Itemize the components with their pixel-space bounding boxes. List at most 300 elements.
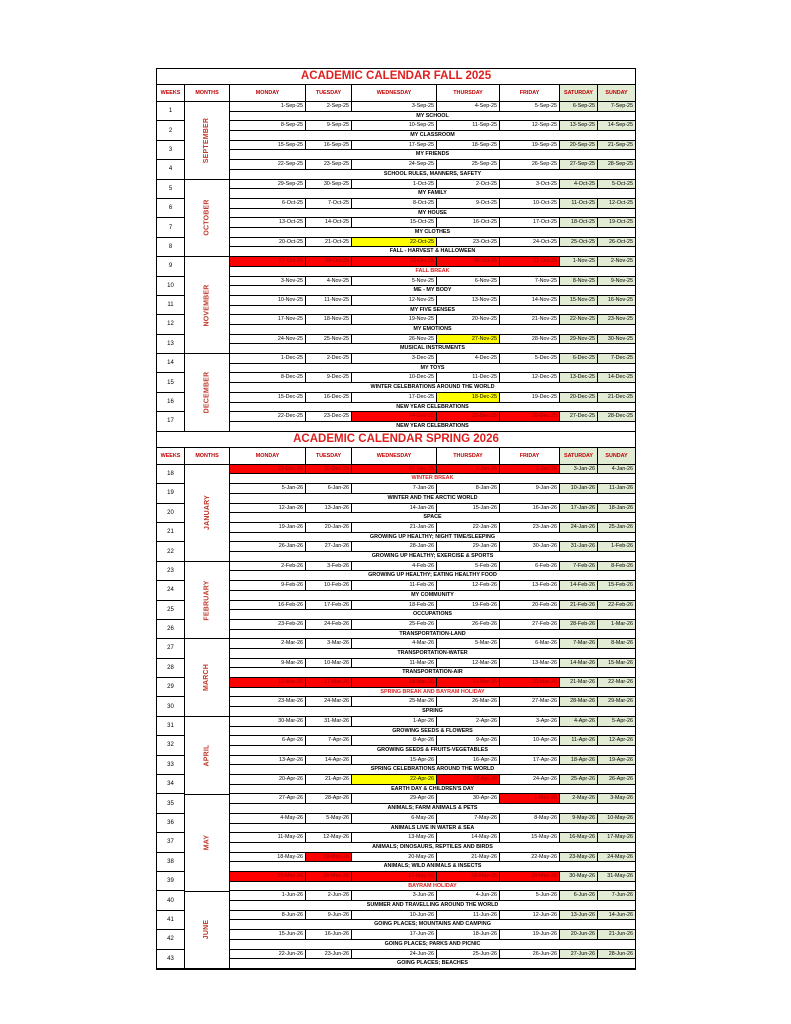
date-cell: 19-Dec-25: [500, 393, 560, 402]
week-row: [230, 141, 635, 160]
date-cell: 7-Mar-26: [560, 639, 598, 648]
week-theme: ANIMALS LIVE IN WATER & SEA: [390, 824, 475, 831]
date-row: [230, 412, 635, 422]
date-cell: 9-Oct-25: [437, 199, 500, 208]
month-name: SEPTEMBER: [203, 117, 211, 163]
week-theme: WINTER AND THE ARCTIC WORLD: [387, 494, 478, 501]
date-cell: 19-May-26: [306, 853, 352, 862]
week-number: 21: [157, 523, 184, 542]
week-number: 15: [157, 373, 184, 392]
header-months: MONTHS: [185, 448, 230, 464]
date-row: [230, 373, 635, 383]
date-cell: 26-May-26: [306, 872, 352, 881]
week-row: [230, 794, 635, 813]
date-cell: 20-Feb-26: [500, 601, 560, 610]
date-cell: 5-Sep-25: [500, 102, 560, 111]
date-cell: 22-Apr-26: [352, 775, 437, 784]
date-cell: 27-Jan-26: [306, 542, 352, 551]
date-cell: 24-Oct-25: [500, 238, 560, 247]
days-grid: [230, 465, 635, 969]
week-row: [230, 891, 635, 910]
week-theme: SUMMER AND TRAVELLING AROUND THE WORLD: [366, 902, 499, 909]
column-header-row: [157, 448, 635, 465]
date-cell: 24-Apr-26: [500, 775, 560, 784]
date-cell: 14-May-26: [437, 833, 500, 842]
week-theme: SPRING: [422, 708, 443, 715]
week-row: [230, 814, 635, 833]
weeks-column: [157, 102, 185, 432]
date-cell: 7-Oct-25: [306, 199, 352, 208]
date-cell: 15-Oct-25: [352, 218, 437, 227]
date-row: [230, 659, 635, 669]
week-theme: MY CLOTHES: [414, 229, 451, 236]
week-row: [230, 678, 635, 697]
date-cell: 1-May-26: [500, 794, 560, 803]
date-cell: 15-Jan-26: [437, 504, 500, 513]
week-theme: MY CLASSROOM: [410, 132, 455, 139]
date-cell: 18-Feb-26: [352, 601, 437, 610]
date-cell: 15-Mar-26: [598, 659, 635, 668]
date-cell: 9-Jan-26: [500, 484, 560, 493]
date-cell: 12-Dec-25: [500, 373, 560, 382]
week-number: 8: [157, 238, 184, 257]
date-cell: 15-May-26: [500, 833, 560, 842]
date-cell: 29-Sep-25: [230, 180, 306, 189]
date-cell: 18-Apr-26: [560, 756, 598, 765]
date-cell: 29-May-26: [500, 872, 560, 881]
date-cell: 1-Nov-25: [560, 257, 598, 266]
header-mon: MONDAY: [230, 85, 306, 101]
date-cell: 30-Jan-26: [500, 542, 560, 551]
months-column: [185, 465, 230, 969]
date-cell: 30-Oct-25: [437, 257, 500, 266]
week-number: 4: [157, 160, 184, 179]
month-label-cell: [185, 257, 229, 354]
date-cell: 21-Oct-25: [306, 238, 352, 247]
date-cell: 16-Jun-26: [306, 930, 352, 939]
date-cell: 11-Feb-26: [352, 581, 437, 590]
week-number: 12: [157, 315, 184, 334]
date-cell: 17-Apr-26: [500, 756, 560, 765]
week-row: [230, 833, 635, 852]
date-cell: 2-Jun-26: [306, 891, 352, 900]
date-cell: 30-Apr-26: [437, 794, 500, 803]
week-row: [230, 756, 635, 775]
date-cell: 25-May-26: [230, 872, 306, 881]
date-cell: 4-Mar-26: [352, 639, 437, 648]
date-cell: 4-Dec-25: [437, 354, 500, 363]
week-theme: ANIMALS; WILD ANIMALS & INSECTS: [383, 863, 482, 870]
date-cell: 13-Mar-26: [500, 659, 560, 668]
date-cell: 10-Nov-25: [230, 296, 306, 305]
date-cell: 28-Oct-25: [306, 257, 352, 266]
date-cell: 20-Jun-26: [560, 930, 598, 939]
date-cell: 28-Jun-26: [598, 950, 635, 959]
date-cell: 1-Sep-25: [230, 102, 306, 111]
week-row: [230, 911, 635, 930]
date-cell: 31-Dec-25: [352, 465, 437, 474]
date-cell: 25-Sep-25: [437, 160, 500, 169]
date-cell: 7-Jan-26: [352, 484, 437, 493]
date-cell: 29-Jan-26: [437, 542, 500, 551]
week-theme: GOING PLACES; PARKS AND PICNIC: [384, 940, 481, 947]
date-cell: 30-Dec-25: [306, 465, 352, 474]
date-cell: 8-Mar-26: [598, 639, 635, 648]
week-row: [230, 930, 635, 949]
week-number: 1: [157, 102, 184, 121]
month-label-cell: [185, 639, 229, 717]
date-cell: 17-Sep-25: [352, 141, 437, 150]
date-cell: 13-Dec-25: [560, 373, 598, 382]
header-weeks: WEEKS: [157, 85, 185, 101]
date-row: [230, 465, 635, 475]
date-cell: 15-Sep-25: [230, 141, 306, 150]
date-cell: 5-Nov-25: [352, 277, 437, 286]
week-theme: SPACE: [423, 514, 442, 521]
week-row: [230, 620, 635, 639]
week-theme: ANIMALS; FARM ANIMALS & PETS: [387, 805, 478, 812]
header-tue: TUESDAY: [306, 448, 352, 464]
date-cell: 23-May-26: [560, 853, 598, 862]
date-cell: 29-Nov-25: [560, 335, 598, 344]
date-cell: 10-Jun-26: [352, 911, 437, 920]
date-cell: 16-Dec-25: [306, 393, 352, 402]
date-row: [230, 393, 635, 403]
month-name: OCTOBER: [203, 199, 211, 237]
date-row: [230, 736, 635, 746]
date-cell: 5-Jun-26: [500, 891, 560, 900]
week-theme: ANIMALS; DINOSAURS, REPTILES AND BIRDS: [372, 843, 493, 850]
date-cell: 3-Mar-26: [306, 639, 352, 648]
date-cell: 12-Oct-25: [598, 199, 635, 208]
header-wed: WEDNESDAY: [352, 448, 437, 464]
week-row: [230, 465, 635, 484]
date-cell: 6-Feb-26: [500, 562, 560, 571]
date-cell: 19-Jun-26: [500, 930, 560, 939]
week-number: 30: [157, 697, 184, 716]
date-cell: 18-Sep-25: [437, 141, 500, 150]
week-row: [230, 160, 635, 179]
date-row: [230, 639, 635, 649]
date-cell: 25-Jun-26: [437, 950, 500, 959]
date-cell: 20-Jan-26: [306, 523, 352, 532]
date-cell: 24-Jan-26: [560, 523, 598, 532]
date-cell: 17-Nov-25: [230, 315, 306, 324]
date-cell: 15-Feb-26: [598, 581, 635, 590]
date-row: [230, 853, 635, 863]
date-cell: 5-Oct-25: [598, 180, 635, 189]
date-cell: 17-Feb-26: [306, 601, 352, 610]
date-cell: 19-Feb-26: [437, 601, 500, 610]
week-theme: MY FAMILY: [418, 190, 447, 197]
date-cell: 13-May-26: [352, 833, 437, 842]
date-cell: 16-Jan-26: [500, 504, 560, 513]
date-cell: 19-Jan-26: [230, 523, 306, 532]
date-cell: 17-May-26: [598, 833, 635, 842]
date-cell: 11-Sep-25: [437, 121, 500, 130]
date-cell: 22-Sep-25: [230, 160, 306, 169]
date-cell: 3-Jun-26: [352, 891, 437, 900]
week-row: [230, 697, 635, 716]
date-cell: 25-Oct-25: [560, 238, 598, 247]
week-theme: MY SCHOOL: [416, 112, 449, 119]
date-cell: 2-May-26: [560, 794, 598, 803]
date-row: [230, 180, 635, 190]
week-row: [230, 542, 635, 561]
date-cell: 1-Dec-25: [230, 354, 306, 363]
date-cell: 20-Nov-25: [437, 315, 500, 324]
week-row: [230, 736, 635, 755]
week-number: 40: [157, 891, 184, 910]
date-cell: 22-Dec-25: [230, 412, 306, 421]
date-cell: 4-Oct-25: [560, 180, 598, 189]
week-row: [230, 484, 635, 503]
months-column: [185, 102, 230, 432]
date-cell: 8-Jan-26: [437, 484, 500, 493]
date-cell: 31-Jan-26: [560, 542, 598, 551]
date-cell: 16-May-26: [560, 833, 598, 842]
date-cell: 28-Feb-26: [560, 620, 598, 629]
date-cell: 14-Feb-26: [560, 581, 598, 590]
week-number: 5: [157, 180, 184, 199]
date-cell: 28-Mar-26: [560, 697, 598, 706]
week-row: [230, 504, 635, 523]
date-cell: 6-Dec-25: [560, 354, 598, 363]
date-cell: 11-Jan-26: [598, 484, 635, 493]
date-cell: 4-Nov-25: [306, 277, 352, 286]
date-cell: 25-Dec-25: [437, 412, 500, 421]
date-cell: 14-Apr-26: [306, 756, 352, 765]
date-cell: 30-May-26: [560, 872, 598, 881]
week-row: [230, 102, 635, 121]
date-cell: 27-Sep-25: [560, 160, 598, 169]
week-theme: GROWING SEEDS & FRUITS-VEGETABLES: [376, 746, 488, 753]
week-theme: FALL - HARVEST & HALLOWEEN: [389, 248, 476, 255]
date-cell: 20-Mar-26: [500, 678, 560, 687]
date-cell: 29-Dec-25: [230, 465, 306, 474]
date-cell: 28-May-26: [437, 872, 500, 881]
week-number: 42: [157, 930, 184, 949]
date-cell: 26-Oct-25: [598, 238, 635, 247]
week-row: [230, 257, 635, 276]
date-cell: 28-Sep-25: [598, 160, 635, 169]
date-cell: 5-Jan-26: [230, 484, 306, 493]
date-row: [230, 121, 635, 131]
week-theme: WINTER BREAK: [411, 475, 454, 482]
date-cell: 19-Nov-25: [352, 315, 437, 324]
date-row: [230, 141, 635, 151]
week-row: [230, 393, 635, 412]
date-cell: 26-Dec-25: [500, 412, 560, 421]
header-mon: MONDAY: [230, 448, 306, 464]
date-cell: 26-Apr-26: [598, 775, 635, 784]
date-row: [230, 199, 635, 209]
date-row: [230, 296, 635, 306]
date-row: [230, 794, 635, 804]
date-cell: 18-Jun-26: [437, 930, 500, 939]
header-fri: FRIDAY: [500, 85, 560, 101]
month-name: MAY: [203, 834, 211, 851]
date-cell: 16-Oct-25: [437, 218, 500, 227]
week-theme: MY COMMUNITY: [411, 591, 454, 598]
date-cell: 29-Mar-26: [598, 697, 635, 706]
week-number: 38: [157, 853, 184, 872]
week-row: [230, 872, 635, 891]
date-cell: 6-Apr-26: [230, 736, 306, 745]
date-row: [230, 354, 635, 364]
date-cell: 3-Sep-25: [352, 102, 437, 111]
date-cell: 16-Feb-26: [230, 601, 306, 610]
week-theme: SCHOOL RULES, MANNERS, SAFETY: [383, 170, 482, 177]
date-cell: 10-Oct-25: [500, 199, 560, 208]
week-number: 20: [157, 504, 184, 523]
week-row: [230, 717, 635, 736]
date-cell: 25-Nov-25: [306, 335, 352, 344]
date-cell: 1-Mar-26: [598, 620, 635, 629]
date-cell: 2-Nov-25: [598, 257, 635, 266]
date-cell: 23-Nov-25: [598, 315, 635, 324]
week-number: 32: [157, 736, 184, 755]
date-cell: 25-Apr-26: [560, 775, 598, 784]
week-number: 18: [157, 465, 184, 484]
date-cell: 21-Mar-26: [560, 678, 598, 687]
date-cell: 7-Jun-26: [598, 891, 635, 900]
date-cell: 4-Jan-26: [598, 465, 635, 474]
header-sun: SUNDAY: [598, 85, 635, 101]
date-cell: 27-Oct-25: [230, 257, 306, 266]
week-number: 7: [157, 218, 184, 237]
week-theme: OCCUPATIONS: [412, 611, 453, 618]
week-number: 35: [157, 794, 184, 813]
date-row: [230, 678, 635, 688]
date-cell: 23-Feb-26: [230, 620, 306, 629]
date-row: [230, 620, 635, 630]
date-cell: 28-Nov-25: [500, 335, 560, 344]
date-cell: 24-Nov-25: [230, 335, 306, 344]
date-cell: 21-Sep-25: [598, 141, 635, 150]
date-cell: 20-Sep-25: [560, 141, 598, 150]
week-number: 16: [157, 393, 184, 412]
date-cell: 1-Oct-25: [352, 180, 437, 189]
weeks-column: [157, 465, 185, 969]
week-theme: TRANSPORTATION-AIR: [402, 669, 463, 676]
month-label-cell: [185, 892, 229, 970]
date-cell: 9-Mar-26: [230, 659, 306, 668]
date-cell: 2-Sep-25: [306, 102, 352, 111]
date-cell: 29-Oct-25: [352, 257, 437, 266]
date-cell: 24-May-26: [598, 853, 635, 862]
week-theme: ME - MY BODY: [413, 287, 452, 294]
month-label-cell: [185, 354, 229, 432]
date-cell: 6-Nov-25: [437, 277, 500, 286]
date-cell: 10-May-26: [598, 814, 635, 823]
date-cell: 4-May-26: [230, 814, 306, 823]
date-cell: 22-Nov-25: [560, 315, 598, 324]
week-number: 33: [157, 756, 184, 775]
date-cell: 14-Dec-25: [598, 373, 635, 382]
date-cell: 30-Nov-25: [598, 335, 635, 344]
date-cell: 13-Apr-26: [230, 756, 306, 765]
date-cell: 27-May-26: [352, 872, 437, 881]
date-row: [230, 218, 635, 228]
date-cell: 3-Jan-26: [560, 465, 598, 474]
date-cell: 27-Apr-26: [230, 794, 306, 803]
date-cell: 2-Feb-26: [230, 562, 306, 571]
date-cell: 30-Mar-26: [230, 717, 306, 726]
month-name: FEBRUARY: [203, 579, 211, 621]
date-cell: 27-Dec-25: [560, 412, 598, 421]
date-cell: 29-Apr-26: [352, 794, 437, 803]
date-cell: 27-Nov-25: [437, 335, 500, 344]
week-theme: MUSICAL INSTRUMENTS: [400, 345, 465, 352]
date-cell: 21-May-26: [437, 853, 500, 862]
date-cell: 22-Jan-26: [437, 523, 500, 532]
date-cell: 9-Nov-25: [598, 277, 635, 286]
week-number: 41: [157, 911, 184, 930]
month-name: APRIL: [203, 744, 211, 767]
week-number: 37: [157, 833, 184, 852]
date-cell: 11-Apr-26: [560, 736, 598, 745]
date-cell: 23-Oct-25: [437, 238, 500, 247]
date-cell: 17-Mar-26: [306, 678, 352, 687]
week-row: [230, 218, 635, 237]
week-row: [230, 412, 635, 431]
week-row: [230, 523, 635, 542]
section-title: ACADEMIC CALENDAR FALL 2025: [157, 69, 635, 85]
column-header-row: [157, 85, 635, 102]
date-cell: 13-Jun-26: [560, 911, 598, 920]
date-cell: 19-Mar-26: [437, 678, 500, 687]
date-cell: 1-Jun-26: [230, 891, 306, 900]
week-theme: SPRING CELEBRATIONS AROUND THE WORLD: [370, 766, 495, 773]
week-theme: NEW YEAR CELEBRATIONS: [396, 403, 469, 410]
date-cell: 15-Nov-25: [560, 296, 598, 305]
week-row: [230, 238, 635, 257]
header-fri: FRIDAY: [500, 448, 560, 464]
date-cell: 16-Sep-25: [306, 141, 352, 150]
date-cell: 2-Apr-26: [437, 717, 500, 726]
date-cell: 21-Nov-25: [500, 315, 560, 324]
date-cell: 22-Mar-26: [598, 678, 635, 687]
date-cell: 22-Feb-26: [598, 601, 635, 610]
date-cell: 7-Nov-25: [500, 277, 560, 286]
date-cell: 20-Apr-26: [230, 775, 306, 784]
date-cell: 12-Apr-26: [598, 736, 635, 745]
week-number: 29: [157, 678, 184, 697]
date-cell: 4-Feb-26: [352, 562, 437, 571]
date-cell: 3-Feb-26: [306, 562, 352, 571]
month-name: JUNE: [203, 920, 211, 940]
date-row: [230, 238, 635, 248]
date-cell: 8-Feb-26: [598, 562, 635, 571]
date-cell: 12-Jun-26: [500, 911, 560, 920]
date-row: [230, 257, 635, 267]
date-cell: 27-Mar-26: [500, 697, 560, 706]
section-title: ACADEMIC CALENDAR SPRING 2026: [157, 432, 635, 448]
week-row: [230, 659, 635, 678]
date-cell: 25-Jan-26: [598, 523, 635, 532]
month-label-cell: [185, 465, 229, 562]
date-cell: 19-Sep-25: [500, 141, 560, 150]
date-cell: 15-Jun-26: [230, 930, 306, 939]
date-cell: 2-Jan-26: [500, 465, 560, 474]
date-cell: 24-Feb-26: [306, 620, 352, 629]
date-cell: 6-May-26: [352, 814, 437, 823]
date-cell: 9-Jun-26: [306, 911, 352, 920]
week-number: 17: [157, 412, 184, 431]
month-label-cell: [185, 562, 229, 640]
date-cell: 26-Feb-26: [437, 620, 500, 629]
